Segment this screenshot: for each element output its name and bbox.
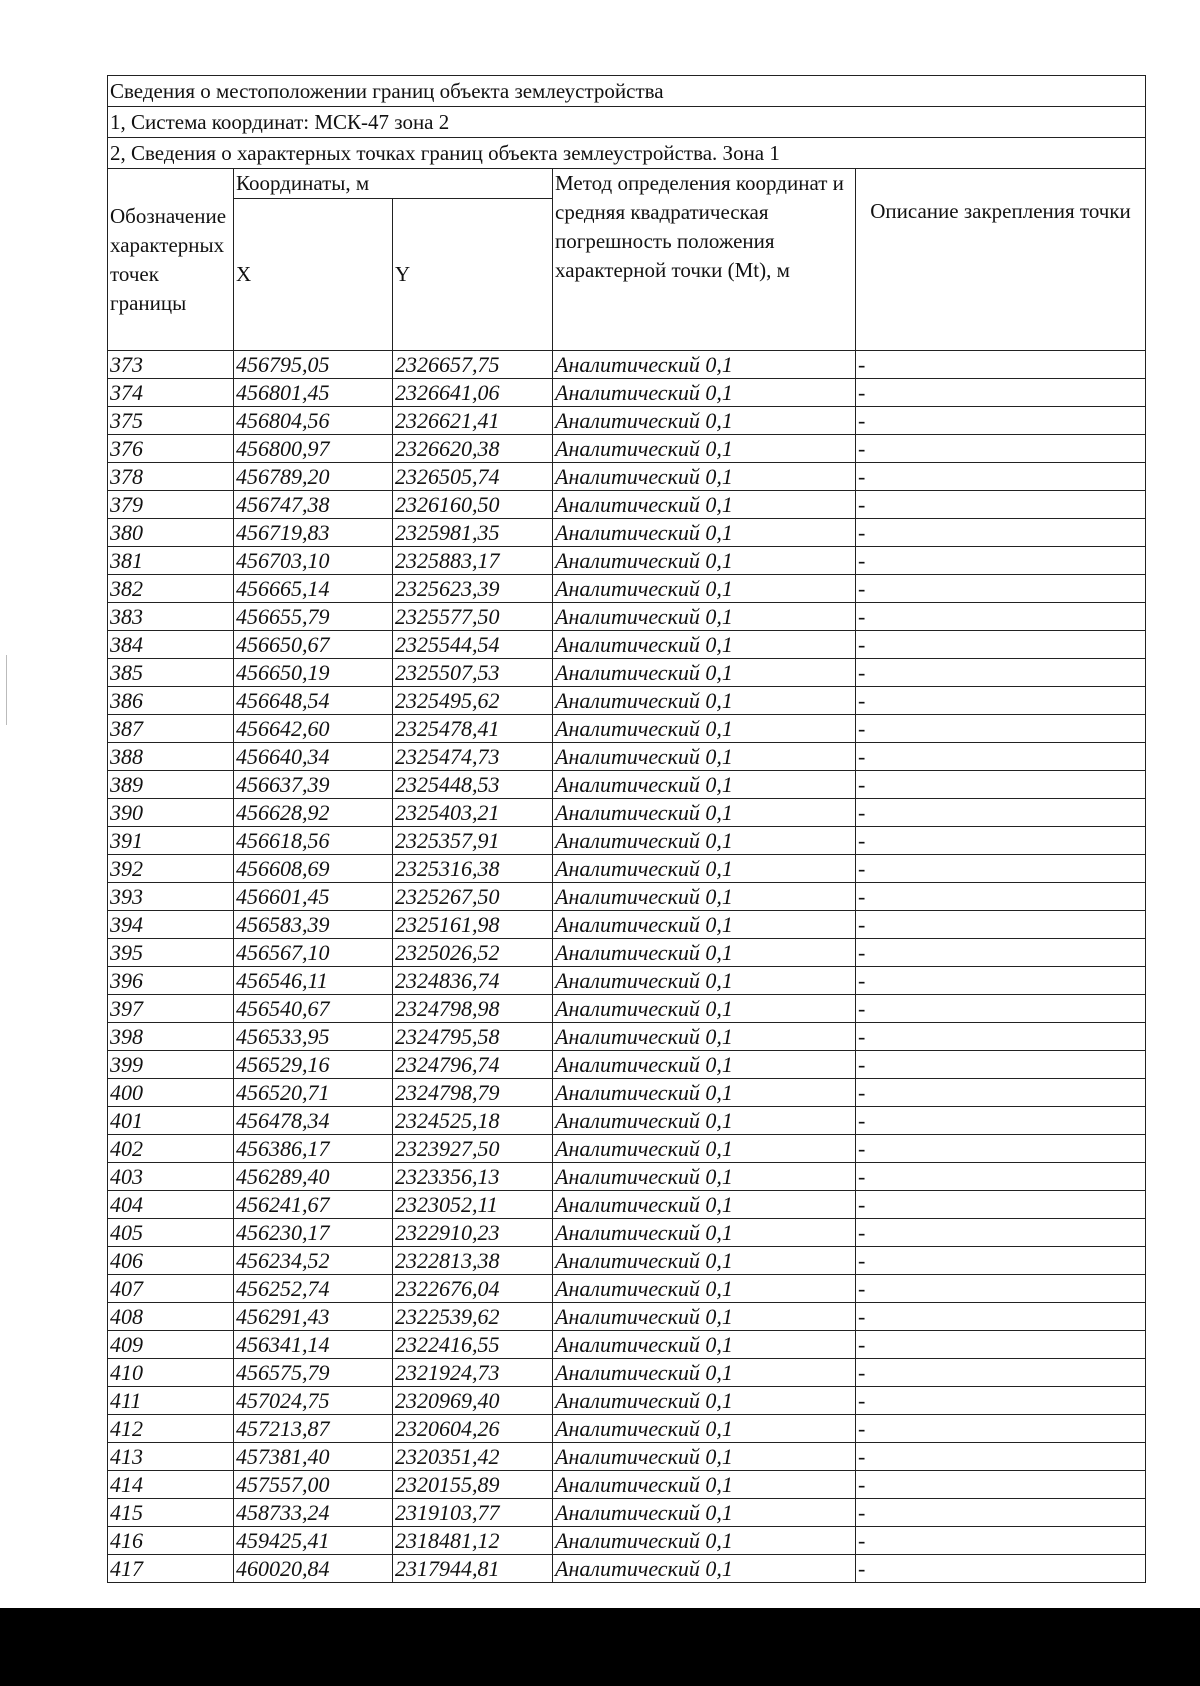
point-id-cell: 379 bbox=[108, 491, 234, 519]
table-row bbox=[108, 1079, 1146, 1107]
coordinate-system-label: 1, Система координат: МСК-47 зона 2 bbox=[108, 107, 1146, 138]
x-coordinate-cell: 456795,05 bbox=[234, 351, 393, 379]
description-cell: - bbox=[856, 687, 1146, 715]
method-cell: Аналитический 0,1 bbox=[553, 883, 856, 911]
method-cell: Аналитический 0,1 bbox=[553, 1303, 856, 1331]
method-cell: Аналитический 0,1 bbox=[553, 631, 856, 659]
point-id-cell: 414 bbox=[108, 1471, 234, 1499]
point-id-cell: 405 bbox=[108, 1219, 234, 1247]
description-cell: - bbox=[856, 771, 1146, 799]
table-row bbox=[108, 1135, 1146, 1163]
col-method-header: Метод определения координат и средняя квадратическая погрешность положения характерной точки (Mt), м bbox=[553, 169, 856, 351]
description-cell: - bbox=[856, 715, 1146, 743]
table-row bbox=[108, 1051, 1146, 1079]
x-coordinate-cell: 460020,84 bbox=[234, 1555, 393, 1583]
x-coordinate-cell: 456628,92 bbox=[234, 799, 393, 827]
y-coordinate-cell: 2320604,26 bbox=[393, 1415, 553, 1443]
x-coordinate-cell: 456291,43 bbox=[234, 1303, 393, 1331]
point-id-cell: 389 bbox=[108, 771, 234, 799]
x-coordinate-cell: 456608,69 bbox=[234, 855, 393, 883]
x-coordinate-cell: 456801,45 bbox=[234, 379, 393, 407]
x-coordinate-cell: 456234,52 bbox=[234, 1247, 393, 1275]
description-cell: - bbox=[856, 855, 1146, 883]
x-coordinate-cell: 456618,56 bbox=[234, 827, 393, 855]
description-cell: - bbox=[856, 1275, 1146, 1303]
method-cell: Аналитический 0,1 bbox=[553, 1443, 856, 1471]
table-row bbox=[108, 967, 1146, 995]
y-coordinate-cell: 2319103,77 bbox=[393, 1499, 553, 1527]
method-cell: Аналитический 0,1 bbox=[553, 1135, 856, 1163]
point-id-cell: 385 bbox=[108, 659, 234, 687]
description-cell: - bbox=[856, 1051, 1146, 1079]
y-coordinate-cell: 2325544,54 bbox=[393, 631, 553, 659]
description-cell: - bbox=[856, 631, 1146, 659]
table-row bbox=[108, 995, 1146, 1023]
column-header-row bbox=[108, 169, 1146, 199]
x-coordinate-cell: 456719,83 bbox=[234, 519, 393, 547]
x-coordinate-cell: 459425,41 bbox=[234, 1527, 393, 1555]
method-cell: Аналитический 0,1 bbox=[553, 1387, 856, 1415]
description-cell: - bbox=[856, 1219, 1146, 1247]
table-body bbox=[108, 351, 1146, 1583]
x-coordinate-cell: 456252,74 bbox=[234, 1275, 393, 1303]
point-id-cell: 409 bbox=[108, 1331, 234, 1359]
description-cell: - bbox=[856, 1555, 1146, 1583]
method-cell: Аналитический 0,1 bbox=[553, 799, 856, 827]
method-cell: Аналитический 0,1 bbox=[553, 491, 856, 519]
table-row bbox=[108, 379, 1146, 407]
description-cell: - bbox=[856, 1471, 1146, 1499]
point-id-cell: 398 bbox=[108, 1023, 234, 1051]
description-cell: - bbox=[856, 603, 1146, 631]
x-coordinate-cell: 456640,34 bbox=[234, 743, 393, 771]
method-cell: Аналитический 0,1 bbox=[553, 1247, 856, 1275]
description-cell: - bbox=[856, 827, 1146, 855]
method-cell: Аналитический 0,1 bbox=[553, 1219, 856, 1247]
method-cell: Аналитический 0,1 bbox=[553, 1527, 856, 1555]
y-coordinate-cell: 2326621,41 bbox=[393, 407, 553, 435]
description-cell: - bbox=[856, 995, 1146, 1023]
y-coordinate-cell: 2325883,17 bbox=[393, 547, 553, 575]
y-coordinate-cell: 2326641,06 bbox=[393, 379, 553, 407]
y-coordinate-cell: 2322676,04 bbox=[393, 1275, 553, 1303]
x-coordinate-cell: 456478,34 bbox=[234, 1107, 393, 1135]
method-cell: Аналитический 0,1 bbox=[553, 827, 856, 855]
y-coordinate-cell: 2326620,38 bbox=[393, 435, 553, 463]
y-coordinate-cell: 2325267,50 bbox=[393, 883, 553, 911]
y-coordinate-cell: 2325577,50 bbox=[393, 603, 553, 631]
description-cell: - bbox=[856, 1303, 1146, 1331]
y-coordinate-cell: 2320155,89 bbox=[393, 1471, 553, 1499]
table-row bbox=[108, 855, 1146, 883]
method-cell: Аналитический 0,1 bbox=[553, 547, 856, 575]
point-id-cell: 411 bbox=[108, 1387, 234, 1415]
method-cell: Аналитический 0,1 bbox=[553, 1191, 856, 1219]
point-id-cell: 392 bbox=[108, 855, 234, 883]
table-row bbox=[108, 911, 1146, 939]
description-cell: - bbox=[856, 1163, 1146, 1191]
point-id-cell: 380 bbox=[108, 519, 234, 547]
x-coordinate-cell: 456540,67 bbox=[234, 995, 393, 1023]
method-cell: Аналитический 0,1 bbox=[553, 1023, 856, 1051]
point-id-cell: 408 bbox=[108, 1303, 234, 1331]
y-coordinate-cell: 2320969,40 bbox=[393, 1387, 553, 1415]
y-coordinate-cell: 2323927,50 bbox=[393, 1135, 553, 1163]
y-coordinate-cell: 2320351,42 bbox=[393, 1443, 553, 1471]
x-coordinate-cell: 456230,17 bbox=[234, 1219, 393, 1247]
x-coordinate-cell: 456747,38 bbox=[234, 491, 393, 519]
method-cell: Аналитический 0,1 bbox=[553, 1331, 856, 1359]
title-row bbox=[108, 76, 1146, 107]
point-id-cell: 407 bbox=[108, 1275, 234, 1303]
x-coordinate-cell: 456703,10 bbox=[234, 547, 393, 575]
description-cell: - bbox=[856, 1331, 1146, 1359]
point-id-cell: 413 bbox=[108, 1443, 234, 1471]
x-coordinate-cell: 456655,79 bbox=[234, 603, 393, 631]
table-row bbox=[108, 743, 1146, 771]
point-id-cell: 402 bbox=[108, 1135, 234, 1163]
description-cell: - bbox=[856, 1247, 1146, 1275]
y-coordinate-cell: 2325474,73 bbox=[393, 743, 553, 771]
x-coordinate-cell: 458733,24 bbox=[234, 1499, 393, 1527]
y-coordinate-cell: 2325448,53 bbox=[393, 771, 553, 799]
y-coordinate-cell: 2325026,52 bbox=[393, 939, 553, 967]
table-row bbox=[108, 1163, 1146, 1191]
description-cell: - bbox=[856, 547, 1146, 575]
y-coordinate-cell: 2325403,21 bbox=[393, 799, 553, 827]
x-coordinate-cell: 456789,20 bbox=[234, 463, 393, 491]
table-row bbox=[108, 463, 1146, 491]
col-x-header: X bbox=[234, 199, 393, 351]
x-coordinate-cell: 456341,14 bbox=[234, 1331, 393, 1359]
x-coordinate-cell: 456642,60 bbox=[234, 715, 393, 743]
table-header bbox=[108, 76, 1146, 351]
method-cell: Аналитический 0,1 bbox=[553, 435, 856, 463]
description-cell: - bbox=[856, 1527, 1146, 1555]
method-cell: Аналитический 0,1 bbox=[553, 1163, 856, 1191]
point-id-cell: 390 bbox=[108, 799, 234, 827]
table-row bbox=[108, 351, 1146, 379]
point-id-cell: 401 bbox=[108, 1107, 234, 1135]
table-row bbox=[108, 1499, 1146, 1527]
point-id-cell: 375 bbox=[108, 407, 234, 435]
table-row bbox=[108, 547, 1146, 575]
y-coordinate-cell: 2321924,73 bbox=[393, 1359, 553, 1387]
point-id-cell: 399 bbox=[108, 1051, 234, 1079]
point-id-cell: 374 bbox=[108, 379, 234, 407]
description-cell: - bbox=[856, 379, 1146, 407]
table-row bbox=[108, 799, 1146, 827]
y-coordinate-cell: 2325357,91 bbox=[393, 827, 553, 855]
y-coordinate-cell: 2325507,53 bbox=[393, 659, 553, 687]
y-coordinate-cell: 2322416,55 bbox=[393, 1331, 553, 1359]
x-coordinate-cell: 456386,17 bbox=[234, 1135, 393, 1163]
method-cell: Аналитический 0,1 bbox=[553, 771, 856, 799]
description-cell: - bbox=[856, 883, 1146, 911]
col-coords-header: Координаты, м bbox=[234, 169, 553, 199]
description-cell: - bbox=[856, 1387, 1146, 1415]
x-coordinate-cell: 456241,67 bbox=[234, 1191, 393, 1219]
description-cell: - bbox=[856, 491, 1146, 519]
point-id-cell: 386 bbox=[108, 687, 234, 715]
y-coordinate-cell: 2325623,39 bbox=[393, 575, 553, 603]
table-row bbox=[108, 435, 1146, 463]
point-id-cell: 417 bbox=[108, 1555, 234, 1583]
method-cell: Аналитический 0,1 bbox=[553, 407, 856, 435]
table-row bbox=[108, 1443, 1146, 1471]
method-cell: Аналитический 0,1 bbox=[553, 687, 856, 715]
method-cell: Аналитический 0,1 bbox=[553, 1415, 856, 1443]
x-coordinate-cell: 456533,95 bbox=[234, 1023, 393, 1051]
y-coordinate-cell: 2325981,35 bbox=[393, 519, 553, 547]
method-cell: Аналитический 0,1 bbox=[553, 1107, 856, 1135]
point-id-cell: 415 bbox=[108, 1499, 234, 1527]
point-id-cell: 397 bbox=[108, 995, 234, 1023]
point-id-cell: 403 bbox=[108, 1163, 234, 1191]
table-title: Сведения о местоположении границ объекта землеустройства bbox=[108, 76, 1146, 107]
y-coordinate-cell: 2325316,38 bbox=[393, 855, 553, 883]
point-id-cell: 387 bbox=[108, 715, 234, 743]
point-id-cell: 373 bbox=[108, 351, 234, 379]
x-coordinate-cell: 456520,71 bbox=[234, 1079, 393, 1107]
x-coordinate-cell: 456650,67 bbox=[234, 631, 393, 659]
description-cell: - bbox=[856, 1415, 1146, 1443]
point-id-cell: 381 bbox=[108, 547, 234, 575]
table-row bbox=[108, 827, 1146, 855]
point-id-cell: 416 bbox=[108, 1527, 234, 1555]
table-row bbox=[108, 687, 1146, 715]
x-coordinate-cell: 456804,56 bbox=[234, 407, 393, 435]
table-row bbox=[108, 1191, 1146, 1219]
point-id-cell: 410 bbox=[108, 1359, 234, 1387]
point-id-cell: 376 bbox=[108, 435, 234, 463]
y-coordinate-cell: 2325495,62 bbox=[393, 687, 553, 715]
method-cell: Аналитический 0,1 bbox=[553, 379, 856, 407]
method-cell: Аналитический 0,1 bbox=[553, 519, 856, 547]
description-cell: - bbox=[856, 743, 1146, 771]
section-label: 2, Сведения о характерных точках границ объекта землеустройства. Зона 1 bbox=[108, 138, 1146, 169]
description-cell: - bbox=[856, 1079, 1146, 1107]
y-coordinate-cell: 2324798,79 bbox=[393, 1079, 553, 1107]
table-row bbox=[108, 575, 1146, 603]
x-coordinate-cell: 457381,40 bbox=[234, 1443, 393, 1471]
table-row bbox=[108, 1247, 1146, 1275]
description-cell: - bbox=[856, 1135, 1146, 1163]
table-row bbox=[108, 1331, 1146, 1359]
x-coordinate-cell: 456529,16 bbox=[234, 1051, 393, 1079]
method-cell: Аналитический 0,1 bbox=[553, 575, 856, 603]
x-coordinate-cell: 457557,00 bbox=[234, 1471, 393, 1499]
description-cell: - bbox=[856, 1023, 1146, 1051]
x-coordinate-cell: 456650,19 bbox=[234, 659, 393, 687]
table-row bbox=[108, 491, 1146, 519]
y-coordinate-cell: 2323356,13 bbox=[393, 1163, 553, 1191]
method-cell: Аналитический 0,1 bbox=[553, 659, 856, 687]
point-id-cell: 406 bbox=[108, 1247, 234, 1275]
col-point-header: Обозначение характерных точек границы bbox=[108, 169, 234, 351]
method-cell: Аналитический 0,1 bbox=[553, 715, 856, 743]
point-id-cell: 383 bbox=[108, 603, 234, 631]
section-row bbox=[108, 138, 1146, 169]
x-coordinate-cell: 456800,97 bbox=[234, 435, 393, 463]
method-cell: Аналитический 0,1 bbox=[553, 939, 856, 967]
description-cell: - bbox=[856, 1443, 1146, 1471]
method-cell: Аналитический 0,1 bbox=[553, 1471, 856, 1499]
table-row bbox=[108, 1359, 1146, 1387]
method-cell: Аналитический 0,1 bbox=[553, 995, 856, 1023]
description-cell: - bbox=[856, 351, 1146, 379]
x-coordinate-cell: 456583,39 bbox=[234, 911, 393, 939]
method-cell: Аналитический 0,1 bbox=[553, 1079, 856, 1107]
col-y-header: Y bbox=[393, 199, 553, 351]
y-coordinate-cell: 2325478,41 bbox=[393, 715, 553, 743]
table-row bbox=[108, 771, 1146, 799]
point-id-cell: 400 bbox=[108, 1079, 234, 1107]
table-row bbox=[108, 1219, 1146, 1247]
description-cell: - bbox=[856, 463, 1146, 491]
description-cell: - bbox=[856, 1191, 1146, 1219]
table-row bbox=[108, 1303, 1146, 1331]
method-cell: Аналитический 0,1 bbox=[553, 603, 856, 631]
description-cell: - bbox=[856, 939, 1146, 967]
col-description-header: Описание закрепления точки bbox=[856, 169, 1146, 351]
table-row bbox=[108, 715, 1146, 743]
method-cell: Аналитический 0,1 bbox=[553, 351, 856, 379]
x-coordinate-cell: 456546,11 bbox=[234, 967, 393, 995]
table-row bbox=[108, 939, 1146, 967]
y-coordinate-cell: 2318481,12 bbox=[393, 1527, 553, 1555]
table-row bbox=[108, 1471, 1146, 1499]
y-coordinate-cell: 2317944,81 bbox=[393, 1555, 553, 1583]
method-cell: Аналитический 0,1 bbox=[553, 855, 856, 883]
description-cell: - bbox=[856, 659, 1146, 687]
description-cell: - bbox=[856, 799, 1146, 827]
method-cell: Аналитический 0,1 bbox=[553, 1275, 856, 1303]
table-row bbox=[108, 1387, 1146, 1415]
table-row bbox=[108, 631, 1146, 659]
coordinate-system-row bbox=[108, 107, 1146, 138]
method-cell: Аналитический 0,1 bbox=[553, 1555, 856, 1583]
table-row bbox=[108, 1555, 1146, 1583]
y-coordinate-cell: 2323052,11 bbox=[393, 1191, 553, 1219]
y-coordinate-cell: 2322910,23 bbox=[393, 1219, 553, 1247]
table-row bbox=[108, 519, 1146, 547]
y-coordinate-cell: 2324795,58 bbox=[393, 1023, 553, 1051]
x-coordinate-cell: 456289,40 bbox=[234, 1163, 393, 1191]
y-coordinate-cell: 2324796,74 bbox=[393, 1051, 553, 1079]
point-id-cell: 404 bbox=[108, 1191, 234, 1219]
y-coordinate-cell: 2326657,75 bbox=[393, 351, 553, 379]
table-row bbox=[108, 659, 1146, 687]
x-coordinate-cell: 456665,14 bbox=[234, 575, 393, 603]
coordinates-table bbox=[107, 75, 1146, 1583]
table-row bbox=[108, 407, 1146, 435]
description-cell: - bbox=[856, 519, 1146, 547]
table-row bbox=[108, 1527, 1146, 1555]
method-cell: Аналитический 0,1 bbox=[553, 967, 856, 995]
description-cell: - bbox=[856, 1499, 1146, 1527]
description-cell: - bbox=[856, 967, 1146, 995]
method-cell: Аналитический 0,1 bbox=[553, 463, 856, 491]
table-row bbox=[108, 1415, 1146, 1443]
description-cell: - bbox=[856, 575, 1146, 603]
x-coordinate-cell: 456575,79 bbox=[234, 1359, 393, 1387]
table-row bbox=[108, 883, 1146, 911]
scan-edge-mark bbox=[6, 655, 7, 725]
x-coordinate-cell: 457024,75 bbox=[234, 1387, 393, 1415]
point-id-cell: 384 bbox=[108, 631, 234, 659]
y-coordinate-cell: 2326505,74 bbox=[393, 463, 553, 491]
y-coordinate-cell: 2322539,62 bbox=[393, 1303, 553, 1331]
description-cell: - bbox=[856, 435, 1146, 463]
point-id-cell: 394 bbox=[108, 911, 234, 939]
point-id-cell: 396 bbox=[108, 967, 234, 995]
y-coordinate-cell: 2326160,50 bbox=[393, 491, 553, 519]
x-coordinate-cell: 456637,39 bbox=[234, 771, 393, 799]
x-coordinate-cell: 457213,87 bbox=[234, 1415, 393, 1443]
x-coordinate-cell: 456567,10 bbox=[234, 939, 393, 967]
y-coordinate-cell: 2324836,74 bbox=[393, 967, 553, 995]
y-coordinate-cell: 2325161,98 bbox=[393, 911, 553, 939]
description-cell: - bbox=[856, 1107, 1146, 1135]
y-coordinate-cell: 2322813,38 bbox=[393, 1247, 553, 1275]
point-id-cell: 412 bbox=[108, 1415, 234, 1443]
method-cell: Аналитический 0,1 bbox=[553, 743, 856, 771]
point-id-cell: 378 bbox=[108, 463, 234, 491]
table-row bbox=[108, 603, 1146, 631]
description-cell: - bbox=[856, 407, 1146, 435]
table-row bbox=[108, 1107, 1146, 1135]
point-id-cell: 393 bbox=[108, 883, 234, 911]
point-id-cell: 391 bbox=[108, 827, 234, 855]
method-cell: Аналитический 0,1 bbox=[553, 1359, 856, 1387]
table-row bbox=[108, 1023, 1146, 1051]
point-id-cell: 382 bbox=[108, 575, 234, 603]
description-cell: - bbox=[856, 911, 1146, 939]
table-row bbox=[108, 1275, 1146, 1303]
method-cell: Аналитический 0,1 bbox=[553, 1051, 856, 1079]
method-cell: Аналитический 0,1 bbox=[553, 911, 856, 939]
point-id-cell: 388 bbox=[108, 743, 234, 771]
point-id-cell: 395 bbox=[108, 939, 234, 967]
x-coordinate-cell: 456601,45 bbox=[234, 883, 393, 911]
y-coordinate-cell: 2324525,18 bbox=[393, 1107, 553, 1135]
y-coordinate-cell: 2324798,98 bbox=[393, 995, 553, 1023]
description-cell: - bbox=[856, 1359, 1146, 1387]
scan-bottom-band bbox=[0, 1608, 1200, 1686]
x-coordinate-cell: 456648,54 bbox=[234, 687, 393, 715]
method-cell: Аналитический 0,1 bbox=[553, 1499, 856, 1527]
